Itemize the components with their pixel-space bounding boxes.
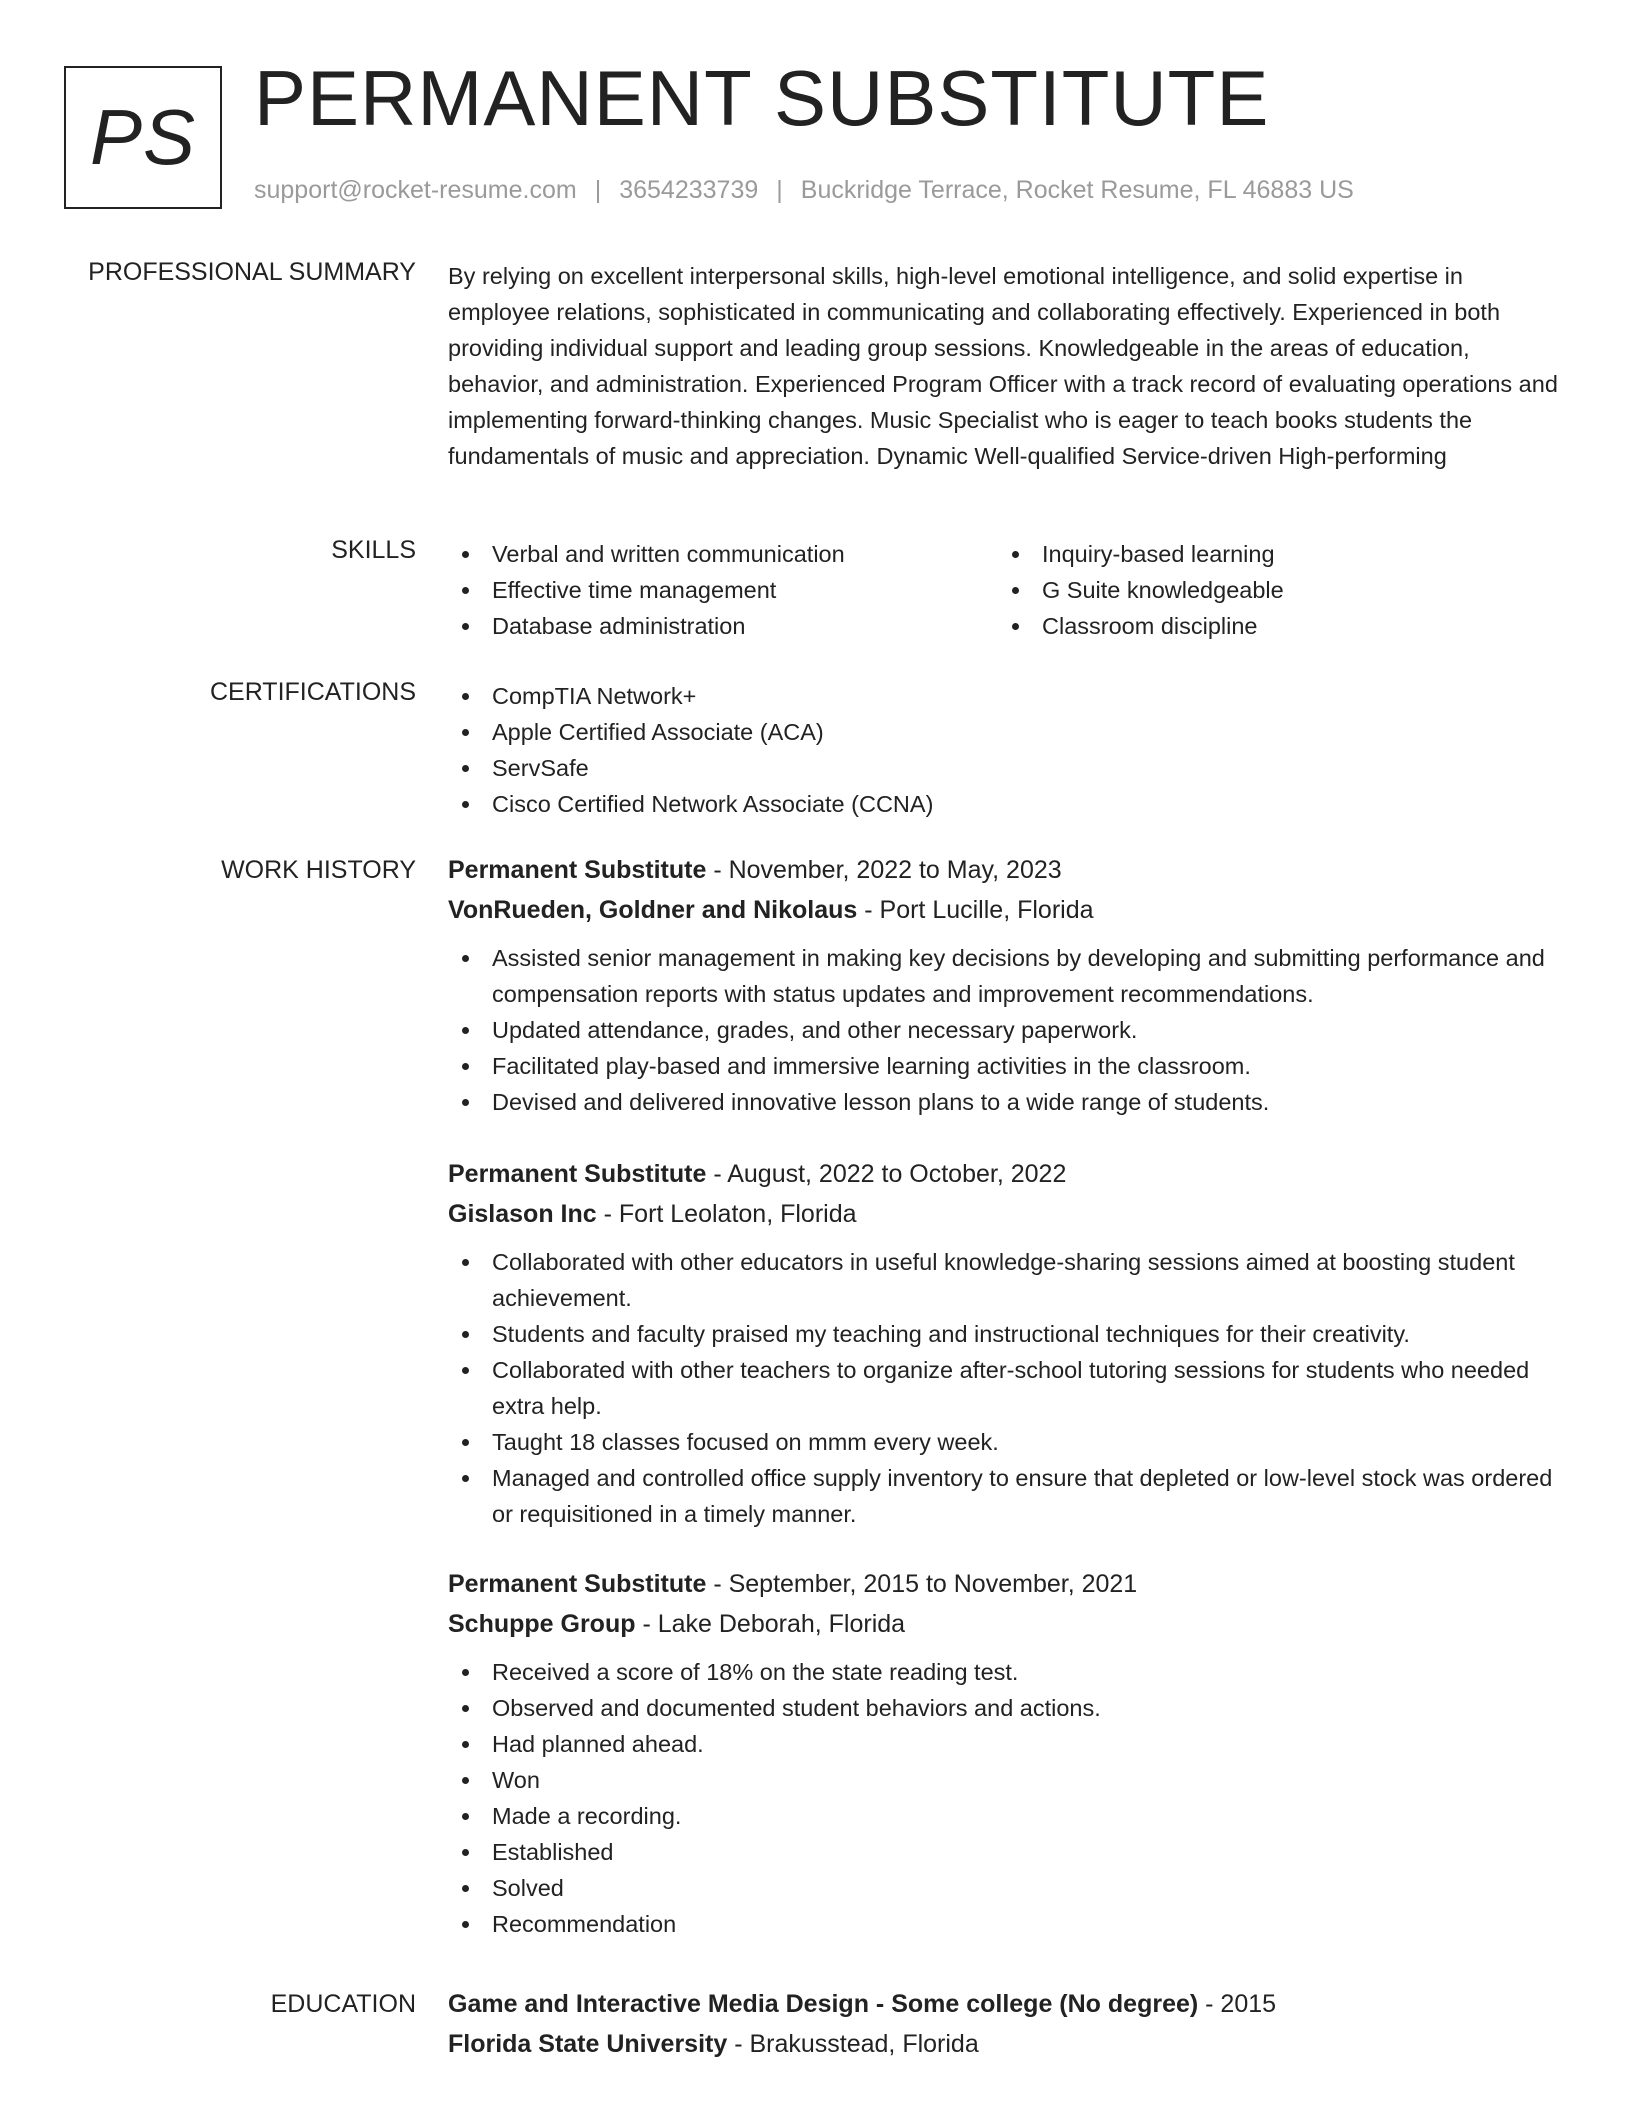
summary-text: By relying on excellent interpersonal skills, high-level emotional intelligence, and solid expertise in employee relations, sophisticated in communicating and collaborating effectively. Experienced in both providing individual support and leading group sessions. Knowledgeable in the areas of education, behavior, and administration. Experienced Program Officer with a track record of evaluating operations and implementing forward-thinking changes. Music Specialist who is eager to teach books students the fundamentals of music and appreciation. Dynamic Well-qualified Service-driven High-performing [448, 263, 1558, 469]
list-item: ServSafe [448, 750, 1568, 786]
skills-list-left [448, 536, 998, 644]
contact-separator: | [776, 176, 783, 204]
education-year: - 2015 [1198, 1990, 1277, 2018]
list-item: Collaborated with other educators in useful knowledge-sharing sessions aimed at boosting student achievement. [448, 1244, 1568, 1316]
job-title-line [448, 1564, 1568, 1604]
job-title-line [448, 850, 1568, 890]
job-dates: - September, 2015 to November, 2021 [706, 1570, 1138, 1598]
section-label-certifications: CERTIFICATIONS [209, 678, 416, 706]
job-entry [448, 1564, 1568, 1942]
list-item: Managed and controlled office supply inventory to ensure that depleted or low-level stock was ordered or requisitioned in a timely manner. [448, 1460, 1568, 1532]
section-label-skills: SKILLS [331, 536, 416, 564]
education-degree-line [448, 1984, 1568, 2024]
job-company: VonRueden, Goldner and Nikolaus [448, 896, 858, 924]
list-item: Received a score of 18% on the state reading test. [448, 1654, 1568, 1690]
monogram-box [64, 66, 222, 209]
list-item: Devised and delivered innovative lesson plans to a wide range of students. [448, 1084, 1568, 1120]
list-item: Cisco Certified Network Associate (CCNA) [448, 786, 1568, 822]
list-item: Recommendation [448, 1906, 1568, 1942]
list-item: Verbal and written communication [448, 536, 998, 572]
job-title: Permanent Substitute [448, 1160, 707, 1188]
job-bullets [448, 1654, 1568, 1942]
list-item: Established [448, 1834, 1568, 1870]
job-company-line [448, 890, 1568, 930]
candidate-name: PERMANENT SUBSTITUTE [254, 54, 1270, 142]
education-school-line [448, 2024, 1568, 2064]
education-degree: Game and Interactive Media Design - Some college (No degree) [448, 1990, 1199, 2018]
monogram-initials: PS [89, 93, 197, 181]
education-location: - Brakusstead, Florida [727, 2030, 979, 2058]
contact-phone[interactable]: 3654233739 [619, 176, 759, 204]
list-item: Apple Certified Associate (ACA) [448, 714, 1568, 750]
list-item: Facilitated play-based and immersive learning activities in the classroom. [448, 1048, 1568, 1084]
job-dates: - August, 2022 to October, 2022 [706, 1160, 1067, 1188]
list-item: Classroom discipline [998, 608, 1548, 644]
job-bullets [448, 940, 1568, 1120]
contact-separator: | [594, 176, 602, 204]
job-title: Permanent Substitute [448, 1570, 707, 1598]
contact-line [254, 176, 1354, 205]
section-label-summary: PROFESSIONAL SUMMARY [88, 258, 416, 286]
education-school: Florida State University [448, 2030, 728, 2058]
certifications-list [448, 678, 1568, 822]
list-item: Won [448, 1762, 1568, 1798]
list-item: Made a recording. [448, 1798, 1568, 1834]
list-item: Database administration [448, 608, 998, 644]
job-company-line [448, 1604, 1568, 1644]
list-item: Collaborated with other teachers to organize after-school tutoring sessions for students who needed extra help. [448, 1352, 1568, 1424]
certifications-body [448, 678, 1568, 822]
list-item: Observed and documented student behaviors and actions. [448, 1690, 1568, 1726]
job-company-line [448, 1194, 1568, 1234]
job-location: - Lake Deborah, Florida [635, 1610, 906, 1638]
list-item: Inquiry-based learning [998, 536, 1548, 572]
job-dates: - November, 2022 to May, 2023 [706, 856, 1062, 884]
contact-email[interactable]: support@rocket-resume.com [254, 176, 577, 204]
contact-address: Buckridge Terrace, Rocket Resume, FL 46883 US [800, 176, 1354, 204]
list-item: Solved [448, 1870, 1568, 1906]
job-bullets [448, 1244, 1568, 1532]
job-title-line [448, 1154, 1568, 1194]
list-item: Students and faculty praised my teaching and instructional techniques for their creativity. [448, 1316, 1568, 1352]
job-location: - Port Lucille, Florida [857, 896, 1094, 924]
section-label-education: EDUCATION [270, 1990, 416, 2018]
list-item: Effective time management [448, 572, 998, 608]
list-item: Assisted senior management in making key decisions by developing and submitting performance and compensation reports with status updates and improvement recommendations. [448, 940, 1568, 1012]
job-entry [448, 850, 1568, 1120]
list-item: CompTIA Network+ [448, 678, 1568, 714]
job-company: Gislason Inc [448, 1200, 597, 1228]
skills-grid [448, 536, 1568, 644]
section-label-work: WORK HISTORY [221, 856, 416, 884]
job-company: Schuppe Group [448, 1610, 636, 1638]
job-entry [448, 1154, 1568, 1532]
list-item: Updated attendance, grades, and other necessary paperwork. [448, 1012, 1568, 1048]
education-body [448, 1984, 1568, 2064]
job-location: - Fort Leolaton, Florida [596, 1200, 857, 1228]
list-item: G Suite knowledgeable [998, 572, 1548, 608]
list-item: Had planned ahead. [448, 1726, 1568, 1762]
job-title: Permanent Substitute [448, 856, 707, 884]
skills-list-right [998, 536, 1548, 644]
list-item: Taught 18 classes focused on mmm every week. [448, 1424, 1568, 1460]
